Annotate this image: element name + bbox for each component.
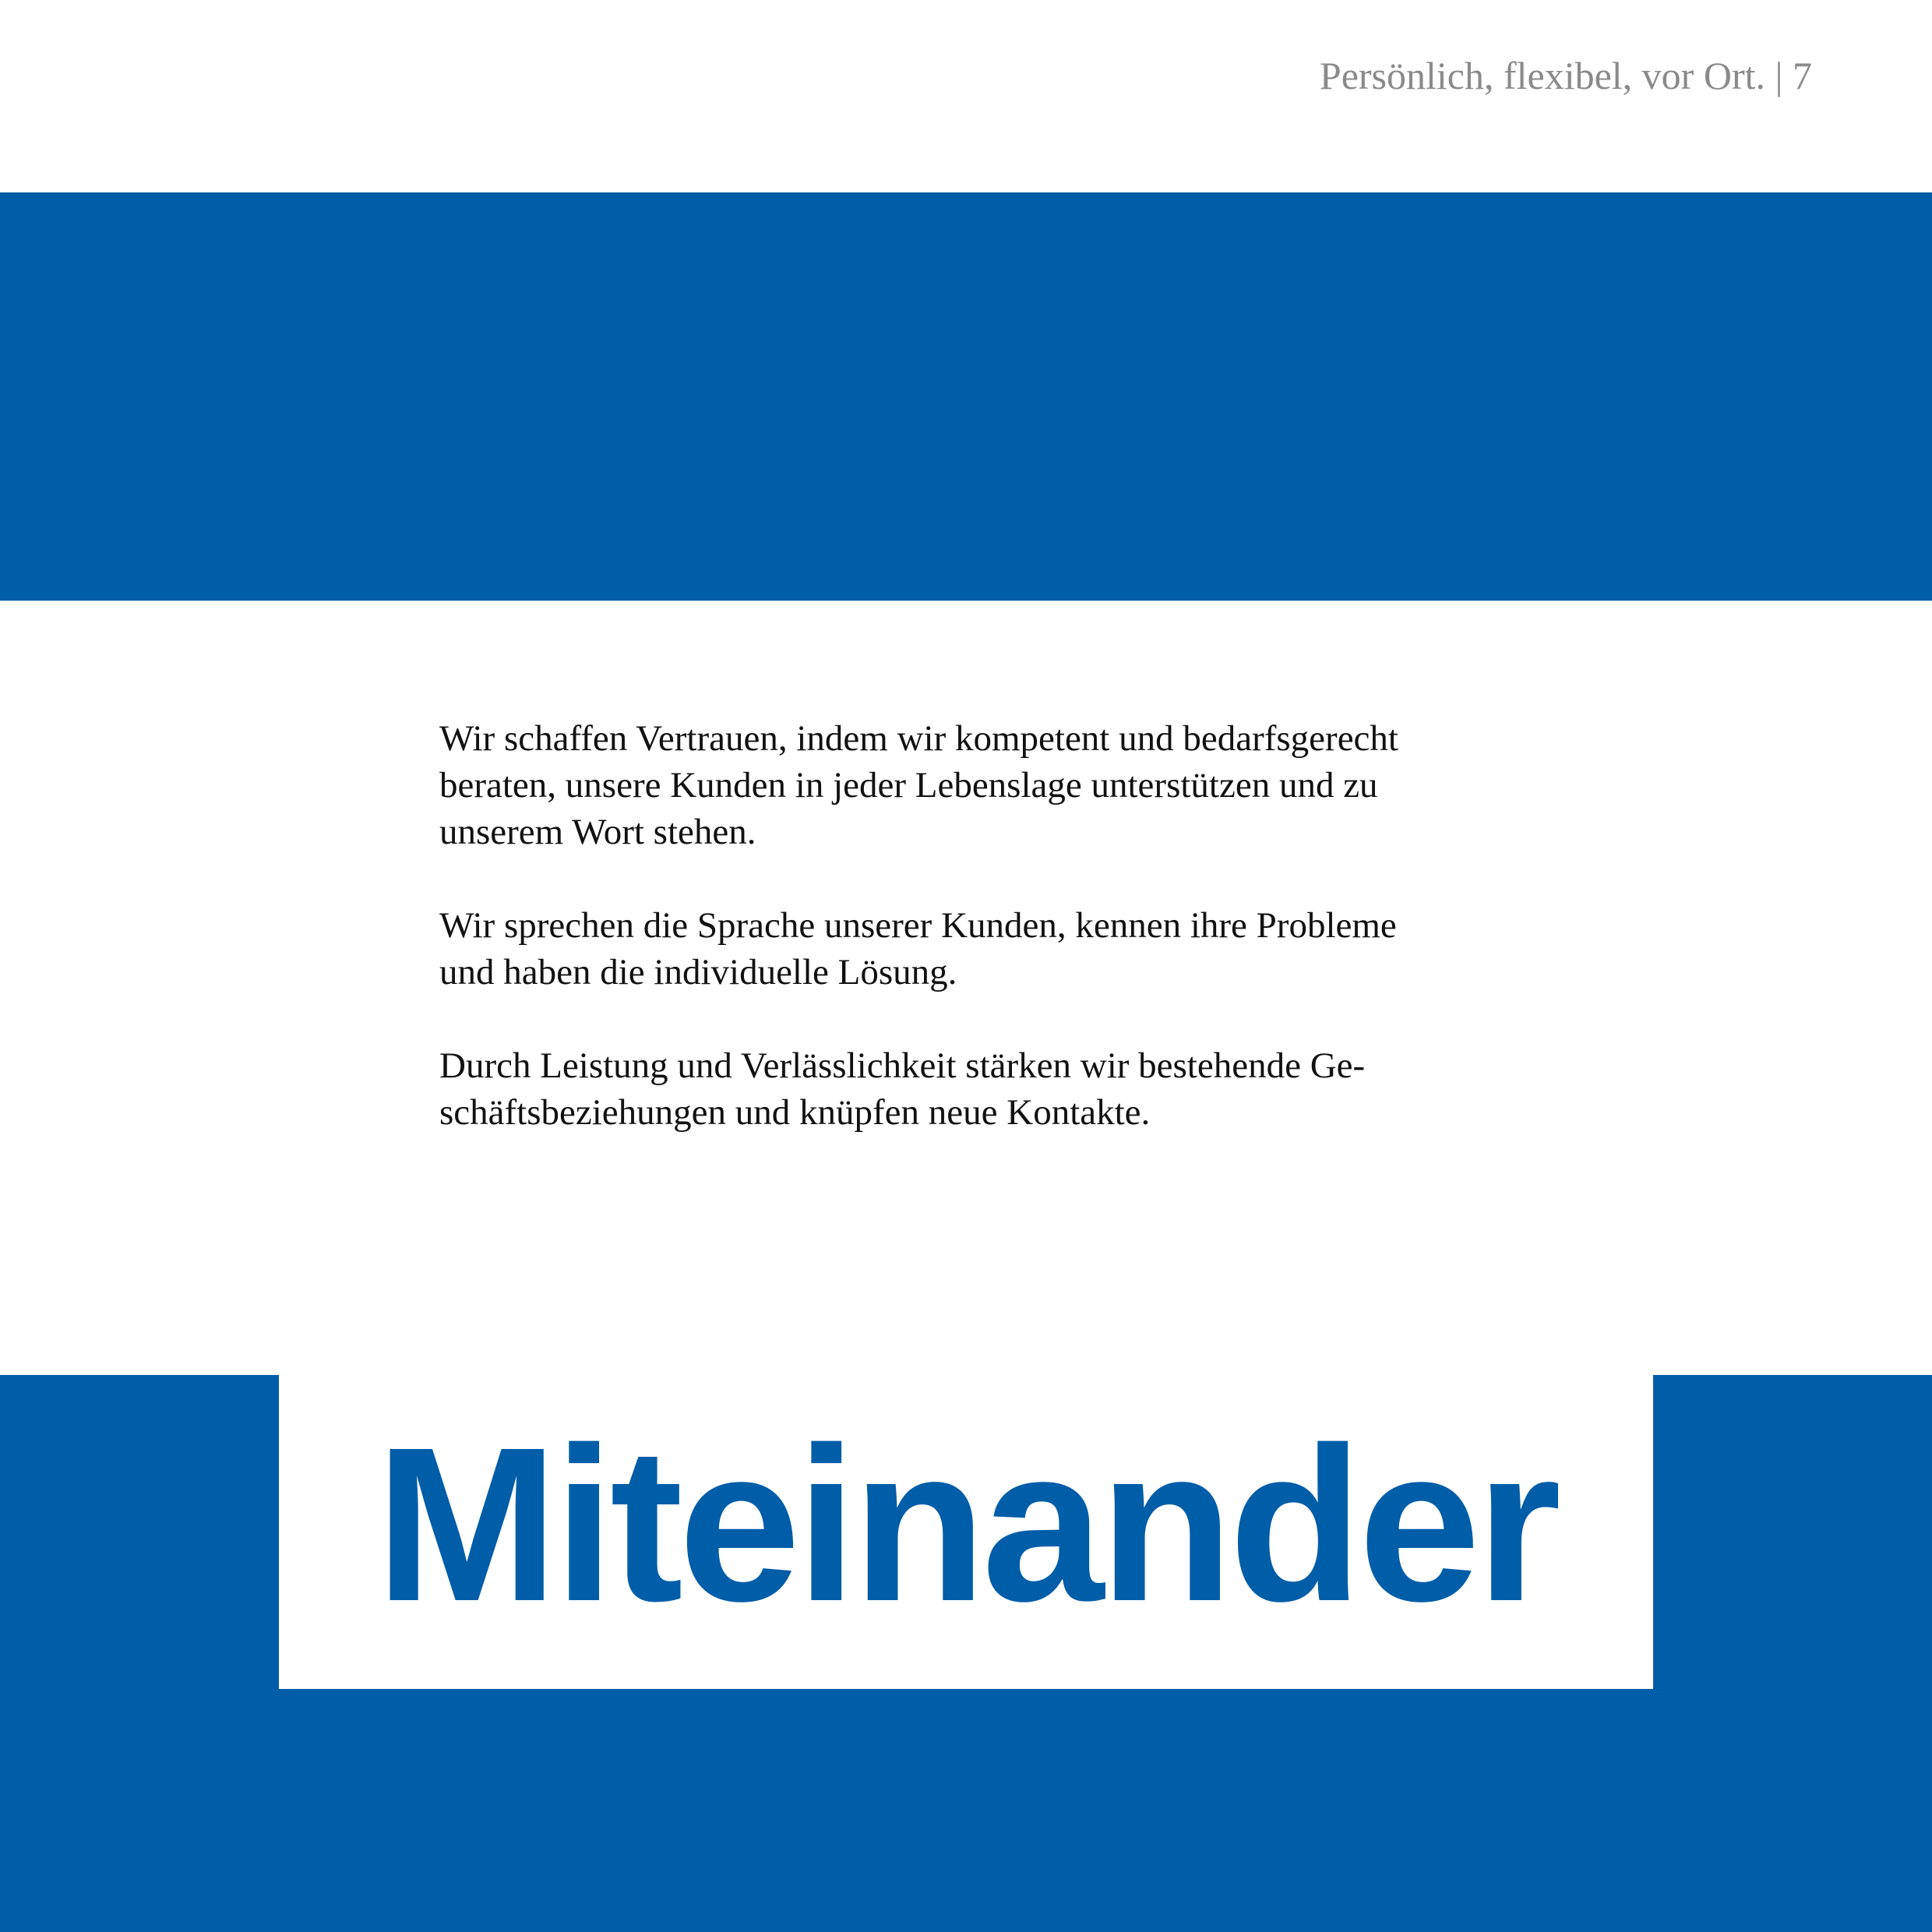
page-title: Miteinander (375, 1401, 1557, 1647)
top-blue-band (0, 192, 1932, 601)
title-box (279, 1375, 1653, 1689)
paragraph-1: Wir schaffen Vertrauen, indem wir kompetent und bedarfsgerecht beraten, unsere Kunden in jeder Lebenslage unterstützen und zu unserem Wort stehen. (439, 718, 1398, 852)
paragraph-2: Wir sprechen die Sprache unserer Kunden, kennen ihre Probleme und haben die individuelle Lösung. (439, 905, 1397, 992)
running-header: Persönlich, flexibel, vor Ort. | 7 (1319, 54, 1812, 97)
body-text (439, 715, 1499, 1183)
paragraph-3: Durch Leistung und Verlässlichkeit stärken wir bestehende Ge- schäftsbeziehungen und knüpfen neue Kontakte. (439, 1045, 1366, 1133)
